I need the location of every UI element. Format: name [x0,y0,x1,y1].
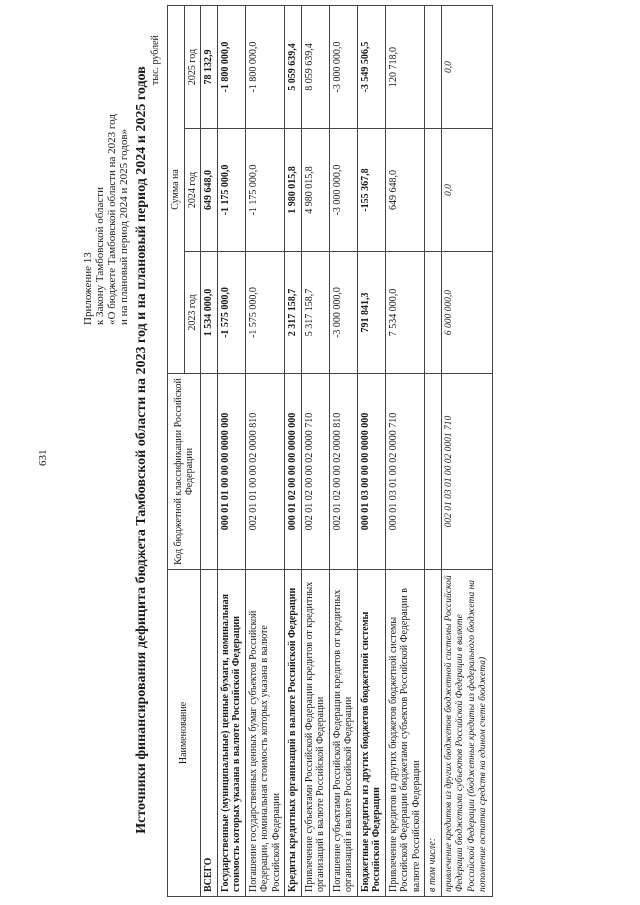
row-value-2023: -3 000 000,0 [329,252,357,374]
table-row [201,5,218,896]
row-value-2024: 649 648,0 [385,129,425,252]
row-value-2025: -1 800 000,0 [217,5,245,128]
row-value-2024: -1 175 000,0 [217,129,245,252]
row-code: 000 01 03 01 00 02 0000 710 [385,374,425,570]
row-name: Кредиты кредитных организаций в валюте Российской Федерации [285,570,302,897]
row-value-2024: 1 980 015,8 [285,129,302,252]
row-value-2025: 0,0 [441,5,492,128]
row-value-2024: 0,0 [441,129,492,252]
row-code [425,374,442,570]
row-name: Привлечение кредитов из других бюджетов бюджетной системы Российской Федерации бюджетами субъектов Российской Федерации в валюте Российской Федерации [385,570,425,897]
row-code: 000 01 01 00 00 00 0000 000 [217,374,245,570]
header-sum: Сумма на [168,5,185,373]
header-2023: 2023 год [184,252,201,374]
row-code: 002 01 02 00 00 02 0000 710 [301,374,329,570]
table-row [301,5,329,896]
row-value-2024: 4 980 015,8 [301,129,329,252]
header-code: Код бюджетной классификации Российской Федерации [168,374,201,570]
row-code: 002 01 02 00 00 02 0000 810 [329,374,357,570]
appendix-line-3: «О бюджете Тамбовской области на 2023 год [106,114,118,325]
table-row [245,5,285,896]
document-title: Источники финансирования дефицита бюджета Тамбовской области на 2023 год и на плановый период 2024 и 2025 годов [134,66,149,834]
row-code: 002 01 01 00 00 02 0000 810 [245,374,285,570]
row-value-2023: -1 575 000,0 [217,252,245,374]
appendix-line-2: к Закону Тамбовской области [94,187,106,325]
appendix-line-4: и на плановый период 2024 и 2025 годов» [118,128,130,325]
page-number: 631 [37,449,49,466]
row-value-2024: -3 000 000,0 [329,129,357,252]
row-value-2024 [425,129,442,252]
units-label: тыс. рублей [150,35,161,85]
row-value-2025: -3 000 000,0 [329,5,357,128]
row-value-2024: -1 175 000,0 [245,129,285,252]
row-value-2025: -1 800 000,0 [245,5,285,128]
header-name: Наименование [168,570,201,897]
row-name: Привлечение субъектами Российской Федерации кредитов от кредитных организаций в валюте Российской Федерации [301,570,329,897]
row-value-2024: 649 648,0 [201,129,218,252]
row-name: Бюджетные кредиты из других бюджетов бюджетной системы Российской Федерации [357,570,385,897]
row-code: 000 01 03 00 00 00 0000 000 [357,374,385,570]
row-name: Государственные (муниципальные) ценные бумаги, номинальная стоимость которых указана в валюте Российской Федерации [217,570,245,897]
row-value-2023 [425,252,442,374]
row-value-2023: 791 841,3 [357,252,385,374]
row-value-2023: -1 575 000,0 [245,252,285,374]
table-body [201,5,493,896]
row-name: Погашение субъектами Российской Федерации кредитов от кредитных организаций в валюте Российской Федерации [329,570,357,897]
row-value-2025: -3 549 506,5 [357,5,385,128]
header-2024: 2024 год [184,129,201,252]
appendix-note [82,114,130,325]
row-value-2025: 8 059 639,4 [301,5,329,128]
row-name: привлечение кредитов из других бюджетов бюджетной системы Российской Федерации бюджетами субъектов Российской Федерации в валюте Российской Федерации (бюджетные кредиты из федерального бюджета на пополнение остатка средств на едином счете бюджета) [441,570,492,897]
row-value-2023: 2 317 158,7 [285,252,302,374]
table-row [425,5,442,896]
row-value-2023: 7 534 000,0 [385,252,425,374]
table-row [285,5,302,896]
row-name: ВСЕГО [201,570,218,897]
row-code: 002 01 03 01 00 02 0001 710 [441,374,492,570]
row-value-2024: -155 367,8 [357,129,385,252]
row-value-2023: 6 000 000,0 [441,252,492,374]
table-row [217,5,245,896]
table-row [385,5,425,896]
table-row [357,5,385,896]
row-value-2025 [425,5,442,128]
financing-sources-table [167,5,493,897]
row-code [201,374,218,570]
row-name: Погашение государственных ценных бумаг субъектов Российской Федерации, номинальная стоимость которых указана в валюте Российской Федерации [245,570,285,897]
table-row [441,5,492,896]
row-value-2023: 5 317 158,7 [301,252,329,374]
row-name: в том числе: [425,570,442,897]
row-code: 000 01 02 00 00 00 0000 000 [285,374,302,570]
row-value-2025: 5 059 639,4 [285,5,302,128]
table-row [329,5,357,896]
row-value-2025: 120 718,0 [385,5,425,128]
appendix-line-1: Приложение 13 [82,252,94,325]
row-value-2023: 1 534 000,0 [201,252,218,374]
header-2025: 2025 год [184,5,201,128]
row-value-2025: 78 132,9 [201,5,218,128]
